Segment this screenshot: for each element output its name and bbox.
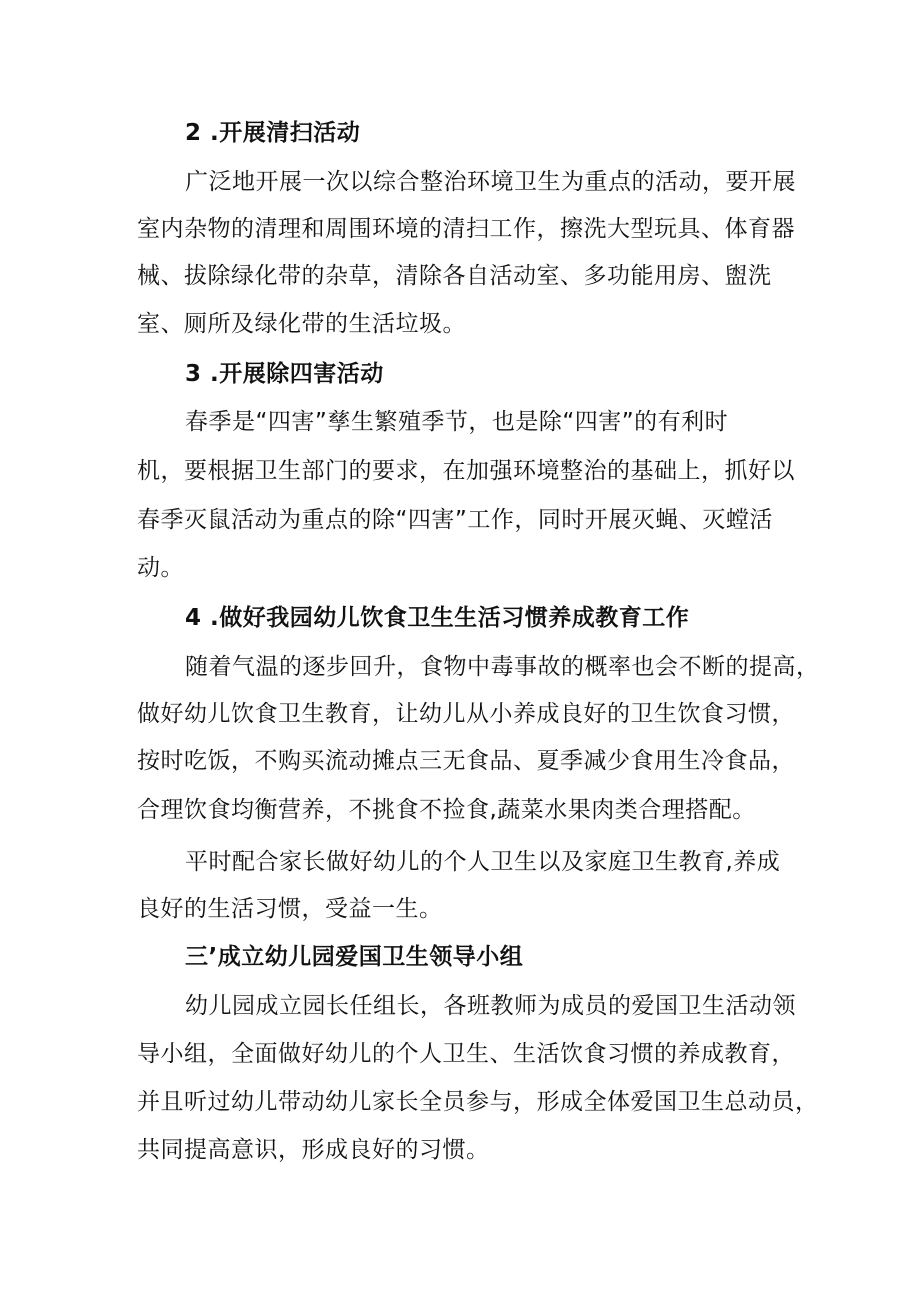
section-heading-three: 三’成立幼儿园爱国卫生领导小组 [185,944,524,970]
paragraph-line: 做好幼儿饮食卫生教育，让幼儿从小养成良好的卫生饮食习惯， [137,701,795,727]
paragraph-line: 按时吃饭，不购买流动摊点三无食品、夏季减少食用生冷食品， [137,748,795,774]
section-heading-3: 3 .开展除四害活动 [185,361,384,387]
paragraph-line: 导小组，全面做好幼儿的个人卫生、生活饮食习惯的养成教育， [137,1041,795,1067]
paragraph-line: 春季灭鼠活动为重点的除“四害”工作，同时开展灭蝇、灭螳活 [137,507,773,533]
paragraph-line: 幼儿园成立园长任组长，各班教师为成员的爱国卫生活动领 [185,993,796,1019]
section-heading-2: 2 .开展清扫活动 [185,120,361,146]
paragraph-line: 并且听过幼儿带动幼儿家长全员参与，形成全体爱国卫生总动员， [137,1089,819,1115]
paragraph-line: 械、拔除绿化带的杂草，清除各自活动室、多功能用房、盥洗 [137,263,772,289]
paragraph-line: 动。 [137,555,184,581]
paragraph-line: 机，要根据卫生部门的要求，在加强环境整治的基础上，抓好以 [137,458,795,484]
paragraph-line: 随着气温的逐步回升，食物中毒事故的概率也会不断的提高， [185,654,820,680]
paragraph-line: 合理饮食均衡营养，不挑食不捡食,蔬菜水果肉类合理搭配。 [137,797,756,823]
paragraph-line: 室、厕所及绿化带的生活垃圾。 [137,311,466,337]
paragraph-line: 室内杂物的清理和周围环境的清扫工作，擦洗大型玩具、体育器 [137,216,795,242]
paragraph-line: 共同提高意识，形成良好的习惯。 [137,1137,490,1163]
paragraph-line: 平时配合家长做好幼儿的个人卫生以及家庭卫生教育,养成 [185,849,781,875]
paragraph-line: 良好的生活习惯，受益一生。 [137,896,443,922]
paragraph-line: 春季是“四害”孳生繁殖季节，也是除“四害”的有利时 [185,409,729,435]
paragraph-line: 广泛地开展一次以综合整治环境卫生为重点的活动，要开展 [185,169,796,195]
section-heading-4: 4 .做好我园幼儿饮食卫生生活习惯养成教育工作 [185,605,690,631]
